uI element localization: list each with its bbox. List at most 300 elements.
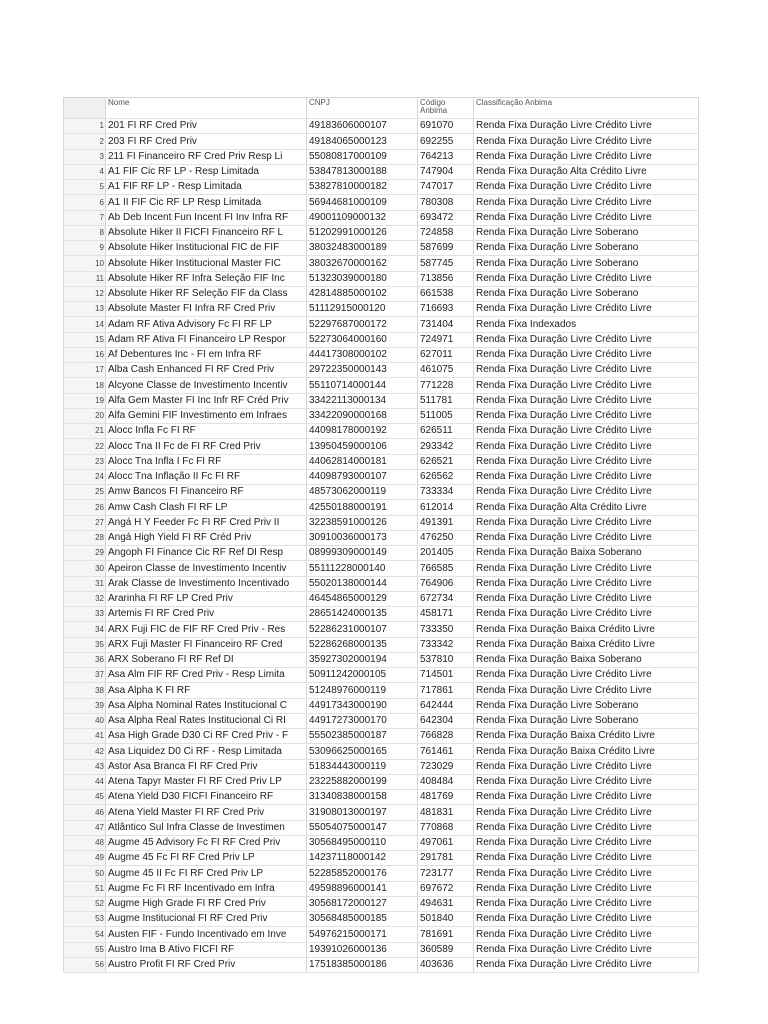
row-number: 2 [64, 134, 106, 149]
cell-classificacao-anbima: Renda Fixa Duração Livre Soberano [474, 256, 699, 271]
cell-codigo-anbima: 747017 [418, 180, 474, 195]
table-row [64, 942, 699, 957]
table-row [64, 500, 699, 515]
cell-nome: Augme 45 Advisory Fc FI RF Cred Priv [106, 835, 307, 850]
cell-cnpj: 44917273000170 [307, 713, 418, 728]
cell-codigo-anbima: 201405 [418, 546, 474, 561]
cell-codigo-anbima: 766585 [418, 561, 474, 576]
row-number: 30 [64, 561, 106, 576]
cell-nome: Alba Cash Enhanced FI RF Cred Priv [106, 363, 307, 378]
row-number: 51 [64, 881, 106, 896]
cell-classificacao-anbima: Renda Fixa Duração Livre Crédito Livre [474, 332, 699, 347]
cell-codigo-anbima: 494631 [418, 896, 474, 911]
cell-codigo-anbima: 716693 [418, 302, 474, 317]
cell-cnpj: 49598896000141 [307, 881, 418, 896]
table-row [64, 378, 699, 393]
table-row [64, 576, 699, 591]
table-row [64, 698, 699, 713]
cell-nome: Af Debentures Inc - FI em Infra RF [106, 347, 307, 362]
row-number: 10 [64, 256, 106, 271]
row-number: 14 [64, 317, 106, 332]
cell-nome: Augme Institucional FI RF Cred Priv [106, 912, 307, 927]
cell-cnpj: 51323039000180 [307, 271, 418, 286]
table-row [64, 134, 699, 149]
cell-codigo-anbima: 642304 [418, 713, 474, 728]
cell-cnpj: 38032670000162 [307, 256, 418, 271]
cell-classificacao-anbima: Renda Fixa Duração Livre Crédito Livre [474, 363, 699, 378]
cell-classificacao-anbima: Renda Fixa Duração Livre Crédito Livre [474, 805, 699, 820]
table-row [64, 241, 699, 256]
row-number: 3 [64, 149, 106, 164]
row-number: 47 [64, 820, 106, 835]
table-row [64, 820, 699, 835]
cell-cnpj: 29722350000143 [307, 363, 418, 378]
cell-nome: Amw Bancos FI Financeiro RF [106, 485, 307, 500]
cell-classificacao-anbima: Renda Fixa Duração Livre Crédito Livre [474, 378, 699, 393]
cell-cnpj: 51834443000119 [307, 759, 418, 774]
row-number: 45 [64, 790, 106, 805]
cell-nome: Absolute Hiker RF Seleção FIF da Class [106, 286, 307, 301]
row-number: 13 [64, 302, 106, 317]
cell-nome: 201 FI RF Cred Priv [106, 119, 307, 134]
table-row [64, 759, 699, 774]
cell-codigo-anbima: 761461 [418, 744, 474, 759]
row-number: 28 [64, 530, 106, 545]
cell-nome: Austro Profit FI RF Cred Priv [106, 957, 307, 972]
table-row [64, 286, 699, 301]
cell-cnpj: 44098793000107 [307, 469, 418, 484]
cell-nome: Angá High Yield FI RF Créd Priv [106, 530, 307, 545]
cell-classificacao-anbima: Renda Fixa Duração Livre Crédito Livre [474, 469, 699, 484]
cell-classificacao-anbima: Renda Fixa Duração Baixa Soberano [474, 546, 699, 561]
table-row [64, 835, 699, 850]
cell-nome: Angá H Y Feeder Fc FI RF Cred Priv II [106, 515, 307, 530]
table-row [64, 180, 699, 195]
cell-codigo-anbima: 733342 [418, 637, 474, 652]
cell-classificacao-anbima: Renda Fixa Duração Livre Crédito Livre [474, 957, 699, 972]
cell-nome: Artemis FI RF Cred Priv [106, 607, 307, 622]
row-number: 52 [64, 896, 106, 911]
cell-classificacao-anbima: Renda Fixa Duração Livre Crédito Livre [474, 302, 699, 317]
cell-classificacao-anbima: Renda Fixa Duração Livre Soberano [474, 713, 699, 728]
table-row [64, 683, 699, 698]
cell-cnpj: 30568172000127 [307, 896, 418, 911]
cell-nome: Adam RF Ativa FI Financeiro LP Respor [106, 332, 307, 347]
cell-cnpj: 49183606000107 [307, 119, 418, 134]
row-number: 9 [64, 241, 106, 256]
cell-nome: Asa Alpha Real Rates Institucional Ci RI [106, 713, 307, 728]
cell-codigo-anbima: 764906 [418, 576, 474, 591]
cell-nome: Atena Yield D30 FICFI Financeiro RF [106, 790, 307, 805]
cell-codigo-anbima: 693472 [418, 210, 474, 225]
table-row [64, 256, 699, 271]
cell-codigo-anbima: 587699 [418, 241, 474, 256]
table-row [64, 210, 699, 225]
cell-nome: Ararinha FI RF LP Cred Priv [106, 591, 307, 606]
cell-nome: Absolute Hiker Institucional Master FIC [106, 256, 307, 271]
row-number: 11 [64, 271, 106, 286]
cell-cnpj: 31908013000197 [307, 805, 418, 820]
table-row [64, 927, 699, 942]
table-row [64, 469, 699, 484]
table-row [64, 713, 699, 728]
cell-codigo-anbima: 692255 [418, 134, 474, 149]
cell-nome: Apeiron Classe de Investimento Incentiv [106, 561, 307, 576]
table-row [64, 164, 699, 179]
row-number: 42 [64, 744, 106, 759]
cell-cnpj: 44098178000192 [307, 424, 418, 439]
row-number: 40 [64, 713, 106, 728]
table-row [64, 912, 699, 927]
cell-classificacao-anbima: Renda Fixa Duração Livre Crédito Livre [474, 896, 699, 911]
cell-classificacao-anbima: Renda Fixa Duração Livre Crédito Livre [474, 942, 699, 957]
table-row [64, 805, 699, 820]
cell-classificacao-anbima: Renda Fixa Duração Livre Crédito Livre [474, 393, 699, 408]
cell-nome: A1 FIF RF LP - Resp Limitada [106, 180, 307, 195]
table-row [64, 485, 699, 500]
cell-nome: ARX Soberano FI RF Ref DI [106, 652, 307, 667]
cell-nome: Augme High Grade FI RF Cred Priv [106, 896, 307, 911]
cell-cnpj: 48573062000119 [307, 485, 418, 500]
table-row [64, 851, 699, 866]
cell-cnpj: 32238591000126 [307, 515, 418, 530]
row-number: 18 [64, 378, 106, 393]
cell-classificacao-anbima: Renda Fixa Duração Livre Crédito Livre [474, 515, 699, 530]
cell-classificacao-anbima: Renda Fixa Duração Baixa Crédito Livre [474, 622, 699, 637]
cell-nome: Amw Cash Clash FI RF LP [106, 500, 307, 515]
cell-codigo-anbima: 766828 [418, 729, 474, 744]
cell-classificacao-anbima: Renda Fixa Duração Baixa Crédito Livre [474, 729, 699, 744]
cell-cnpj: 52297687000172 [307, 317, 418, 332]
row-number: 24 [64, 469, 106, 484]
table-row [64, 149, 699, 164]
cell-classificacao-anbima: Renda Fixa Duração Livre Crédito Livre [474, 485, 699, 500]
cell-classificacao-anbima: Renda Fixa Duração Livre Soberano [474, 286, 699, 301]
row-number: 37 [64, 668, 106, 683]
cell-cnpj: 46454865000129 [307, 591, 418, 606]
cell-cnpj: 31340838000158 [307, 790, 418, 805]
cell-classificacao-anbima: Renda Fixa Duração Livre Crédito Livre [474, 607, 699, 622]
row-number: 41 [64, 729, 106, 744]
cell-classificacao-anbima: Renda Fixa Indexados [474, 317, 699, 332]
table-row [64, 530, 699, 545]
cell-codigo-anbima: 291781 [418, 851, 474, 866]
cell-cnpj: 52286268000135 [307, 637, 418, 652]
cell-classificacao-anbima: Renda Fixa Duração Livre Crédito Livre [474, 790, 699, 805]
cell-cnpj: 42814885000102 [307, 286, 418, 301]
row-number-header [64, 98, 106, 119]
cell-nome: ARX Fuji Master FI Financeiro RF Cred [106, 637, 307, 652]
cell-classificacao-anbima: Renda Fixa Duração Livre Crédito Livre [474, 424, 699, 439]
cell-codigo-anbima: 408484 [418, 774, 474, 789]
row-number: 20 [64, 408, 106, 423]
row-number: 21 [64, 424, 106, 439]
cell-nome: Absolute Hiker II FICFI Financeiro RF L [106, 225, 307, 240]
table-row [64, 729, 699, 744]
cell-cnpj: 38032483000189 [307, 241, 418, 256]
cell-codigo-anbima: 770868 [418, 820, 474, 835]
cell-cnpj: 23225882000199 [307, 774, 418, 789]
cell-classificacao-anbima: Renda Fixa Duração Livre Crédito Livre [474, 408, 699, 423]
cell-nome: Augme 45 II Fc FI RF Cred Priv LP [106, 866, 307, 881]
cell-nome: Asa Alm FIF RF Cred Priv - Resp Limita [106, 668, 307, 683]
cell-nome: Alfa Gem Master FI Inc Infr RF Créd Priv [106, 393, 307, 408]
cell-nome: Astor Asa Branca FI RF Cred Priv [106, 759, 307, 774]
cell-classificacao-anbima: Renda Fixa Duração Baixa Soberano [474, 652, 699, 667]
row-number: 53 [64, 912, 106, 927]
cell-cnpj: 55111228000140 [307, 561, 418, 576]
row-number: 25 [64, 485, 106, 500]
cell-nome: A1 FIF Cic RF LP - Resp Limitada [106, 164, 307, 179]
row-number: 33 [64, 607, 106, 622]
row-number: 35 [64, 637, 106, 652]
row-number: 49 [64, 851, 106, 866]
table-row [64, 790, 699, 805]
row-number: 17 [64, 363, 106, 378]
cell-codigo-anbima: 764213 [418, 149, 474, 164]
cell-nome: 203 FI RF Cred Priv [106, 134, 307, 149]
cell-codigo-anbima: 458171 [418, 607, 474, 622]
cell-codigo-anbima: 626562 [418, 469, 474, 484]
table-row [64, 774, 699, 789]
cell-codigo-anbima: 626521 [418, 454, 474, 469]
table-row [64, 225, 699, 240]
cell-codigo-anbima: 713856 [418, 271, 474, 286]
cell-classificacao-anbima: Renda Fixa Duração Livre Crédito Livre [474, 759, 699, 774]
row-number: 46 [64, 805, 106, 820]
header-nome: Nome [106, 98, 307, 119]
cell-classificacao-anbima: Renda Fixa Duração Baixa Crédito Livre [474, 744, 699, 759]
cell-cnpj: 42550188000191 [307, 500, 418, 515]
cell-codigo-anbima: 747904 [418, 164, 474, 179]
cell-nome: ARX Fuji FIC de FIF RF Cred Priv - Res [106, 622, 307, 637]
cell-nome: Austen FIF - Fundo Incentivado em Inve [106, 927, 307, 942]
cell-cnpj: 44417308000102 [307, 347, 418, 362]
cell-nome: Asa Alpha K FI RF [106, 683, 307, 698]
cell-codigo-anbima: 723177 [418, 866, 474, 881]
table-row [64, 957, 699, 972]
cell-cnpj: 51112915000120 [307, 302, 418, 317]
cell-cnpj: 19391026000136 [307, 942, 418, 957]
row-number: 50 [64, 866, 106, 881]
table-row [64, 317, 699, 332]
cell-nome: Asa High Grade D30 Ci RF Cred Priv - F [106, 729, 307, 744]
row-number: 56 [64, 957, 106, 972]
cell-codigo-anbima: 733334 [418, 485, 474, 500]
cell-classificacao-anbima: Renda Fixa Duração Livre Soberano [474, 241, 699, 256]
cell-classificacao-anbima: Renda Fixa Duração Livre Crédito Livre [474, 347, 699, 362]
cell-classificacao-anbima: Renda Fixa Duração Livre Crédito Livre [474, 881, 699, 896]
cell-classificacao-anbima: Renda Fixa Duração Livre Crédito Livre [474, 866, 699, 881]
cell-codigo-anbima: 642444 [418, 698, 474, 713]
row-number: 34 [64, 622, 106, 637]
cell-classificacao-anbima: Renda Fixa Duração Livre Soberano [474, 225, 699, 240]
cell-nome: Asa Liquidez D0 Ci RF - Resp Limitada [106, 744, 307, 759]
table-row [64, 271, 699, 286]
table-row [64, 561, 699, 576]
table-row [64, 439, 699, 454]
cell-classificacao-anbima: Renda Fixa Duração Livre Crédito Livre [474, 576, 699, 591]
cell-classificacao-anbima: Renda Fixa Duração Livre Crédito Livre [474, 683, 699, 698]
cell-classificacao-anbima: Renda Fixa Duração Livre Crédito Livre [474, 271, 699, 286]
row-number: 39 [64, 698, 106, 713]
cell-classificacao-anbima: Renda Fixa Duração Livre Crédito Livre [474, 835, 699, 850]
cell-nome: A1 II FIF Cic RF LP Resp Limitada [106, 195, 307, 210]
table-row [64, 424, 699, 439]
row-number: 29 [64, 546, 106, 561]
cell-nome: Angoph FI Finance Cic RF Ref DI Resp [106, 546, 307, 561]
cell-classificacao-anbima: Renda Fixa Duração Livre Crédito Livre [474, 119, 699, 134]
cell-cnpj: 53827810000182 [307, 180, 418, 195]
cell-cnpj: 51248976000119 [307, 683, 418, 698]
cell-cnpj: 54976215000171 [307, 927, 418, 942]
table-row [64, 515, 699, 530]
table-row [64, 637, 699, 652]
cell-classificacao-anbima: Renda Fixa Duração Livre Soberano [474, 698, 699, 713]
row-number: 44 [64, 774, 106, 789]
table-row [64, 896, 699, 911]
cell-cnpj: 51202991000126 [307, 225, 418, 240]
cell-codigo-anbima: 714501 [418, 668, 474, 683]
cell-codigo-anbima: 476250 [418, 530, 474, 545]
cell-cnpj: 35927302000194 [307, 652, 418, 667]
table-row [64, 363, 699, 378]
cell-nome: Atena Tapyr Master FI RF Cred Priv LP [106, 774, 307, 789]
cell-cnpj: 49184065000123 [307, 134, 418, 149]
cell-classificacao-anbima: Renda Fixa Duração Livre Crédito Livre [474, 439, 699, 454]
cell-codigo-anbima: 403636 [418, 957, 474, 972]
row-number: 16 [64, 347, 106, 362]
row-number: 5 [64, 180, 106, 195]
cell-nome: Atlântico Sul Infra Classe de Investimen [106, 820, 307, 835]
cell-cnpj: 55110714000144 [307, 378, 418, 393]
cell-nome: Arak Classe de Investimento Incentivado [106, 576, 307, 591]
cell-codigo-anbima: 497061 [418, 835, 474, 850]
row-number: 55 [64, 942, 106, 957]
cell-codigo-anbima: 691070 [418, 119, 474, 134]
cell-nome: Alocc Tna Inflação II Fc FI RF [106, 469, 307, 484]
cell-classificacao-anbima: Renda Fixa Duração Livre Crédito Livre [474, 820, 699, 835]
cell-cnpj: 55020138000144 [307, 576, 418, 591]
cell-nome: Augme Fc FI RF Incentivado em Infra [106, 881, 307, 896]
cell-cnpj: 52286231000107 [307, 622, 418, 637]
table-row [64, 668, 699, 683]
row-number: 8 [64, 225, 106, 240]
cell-codigo-anbima: 537810 [418, 652, 474, 667]
cell-classificacao-anbima: Renda Fixa Duração Livre Crédito Livre [474, 134, 699, 149]
spreadsheet-body [64, 98, 699, 973]
cell-codigo-anbima: 626511 [418, 424, 474, 439]
spreadsheet-table [63, 97, 699, 973]
cell-classificacao-anbima: Renda Fixa Duração Livre Crédito Livre [474, 591, 699, 606]
table-row [64, 347, 699, 362]
cell-nome: Absolute Hiker Institucional FIC de FIF [106, 241, 307, 256]
table-row [64, 866, 699, 881]
table-row [64, 332, 699, 347]
row-number: 1 [64, 119, 106, 134]
table-row [64, 408, 699, 423]
cell-codigo-anbima: 661538 [418, 286, 474, 301]
cell-codigo-anbima: 672734 [418, 591, 474, 606]
cell-codigo-anbima: 771228 [418, 378, 474, 393]
cell-cnpj: 53096625000165 [307, 744, 418, 759]
cell-classificacao-anbima: Renda Fixa Duração Livre Crédito Livre [474, 149, 699, 164]
cell-nome: Ab Deb Incent Fun Incent FI Inv Infra RF [106, 210, 307, 225]
cell-classificacao-anbima: Renda Fixa Duração Livre Crédito Livre [474, 851, 699, 866]
cell-codigo-anbima: 511005 [418, 408, 474, 423]
cell-classificacao-anbima: Renda Fixa Duração Livre Crédito Livre [474, 454, 699, 469]
cell-cnpj: 28651424000135 [307, 607, 418, 622]
cell-codigo-anbima: 461075 [418, 363, 474, 378]
table-row [64, 744, 699, 759]
table-row [64, 195, 699, 210]
cell-nome: Alcyone Classe de Investimento Incentiv [106, 378, 307, 393]
cell-cnpj: 33422090000168 [307, 408, 418, 423]
cell-codigo-anbima: 481831 [418, 805, 474, 820]
cell-codigo-anbima: 723029 [418, 759, 474, 774]
cell-cnpj: 52273064000160 [307, 332, 418, 347]
cell-codigo-anbima: 612014 [418, 500, 474, 515]
table-row [64, 393, 699, 408]
row-number: 12 [64, 286, 106, 301]
cell-classificacao-anbima: Renda Fixa Duração Livre Crédito Livre [474, 912, 699, 927]
cell-cnpj: 30568495000110 [307, 835, 418, 850]
cell-cnpj: 13950459000106 [307, 439, 418, 454]
cell-classificacao-anbima: Renda Fixa Duração Livre Crédito Livre [474, 561, 699, 576]
row-number: 7 [64, 210, 106, 225]
cell-codigo-anbima: 724858 [418, 225, 474, 240]
row-number: 38 [64, 683, 106, 698]
row-number: 22 [64, 439, 106, 454]
cell-nome: Austro Ima B Ativo FICFI RF [106, 942, 307, 957]
row-number: 4 [64, 164, 106, 179]
table-row [64, 119, 699, 134]
cell-nome: Absolute Master FI Infra RF Cred Priv [106, 302, 307, 317]
cell-cnpj: 44917343000190 [307, 698, 418, 713]
row-number: 19 [64, 393, 106, 408]
cell-cnpj: 55080817000109 [307, 149, 418, 164]
cell-classificacao-anbima: Renda Fixa Duração Alta Crédito Livre [474, 500, 699, 515]
cell-cnpj: 55502385000187 [307, 729, 418, 744]
cell-cnpj: 17518385000186 [307, 957, 418, 972]
cell-codigo-anbima: 780308 [418, 195, 474, 210]
cell-cnpj: 55054075000147 [307, 820, 418, 835]
cell-codigo-anbima: 491391 [418, 515, 474, 530]
table-row [64, 454, 699, 469]
header-codigo-anbima: Código Anbima [418, 98, 474, 119]
cell-nome: Asa Alpha Nominal Rates Institucional C [106, 698, 307, 713]
cell-cnpj: 52285852000176 [307, 866, 418, 881]
cell-classificacao-anbima: Renda Fixa Duração Livre Crédito Livre [474, 774, 699, 789]
row-number: 48 [64, 835, 106, 850]
cell-codigo-anbima: 717861 [418, 683, 474, 698]
table-row [64, 652, 699, 667]
cell-codigo-anbima: 360589 [418, 942, 474, 957]
cell-nome: Alocc Infla Fc FI RF [106, 424, 307, 439]
row-number: 6 [64, 195, 106, 210]
cell-codigo-anbima: 511781 [418, 393, 474, 408]
table-row [64, 881, 699, 896]
cell-nome: Alocc Tna II Fc de FI RF Cred Priv [106, 439, 307, 454]
row-number: 43 [64, 759, 106, 774]
cell-nome: Augme 45 Fc FI RF Cred Priv LP [106, 851, 307, 866]
cell-classificacao-anbima: Renda Fixa Duração Alta Crédito Livre [474, 164, 699, 179]
table-row [64, 622, 699, 637]
cell-nome: Alocc Tna Infla I Fc FI RF [106, 454, 307, 469]
cell-nome: Adam RF Ativa Advisory Fc FI RF LP [106, 317, 307, 332]
cell-cnpj: 49001109000132 [307, 210, 418, 225]
cell-cnpj: 50911242000105 [307, 668, 418, 683]
